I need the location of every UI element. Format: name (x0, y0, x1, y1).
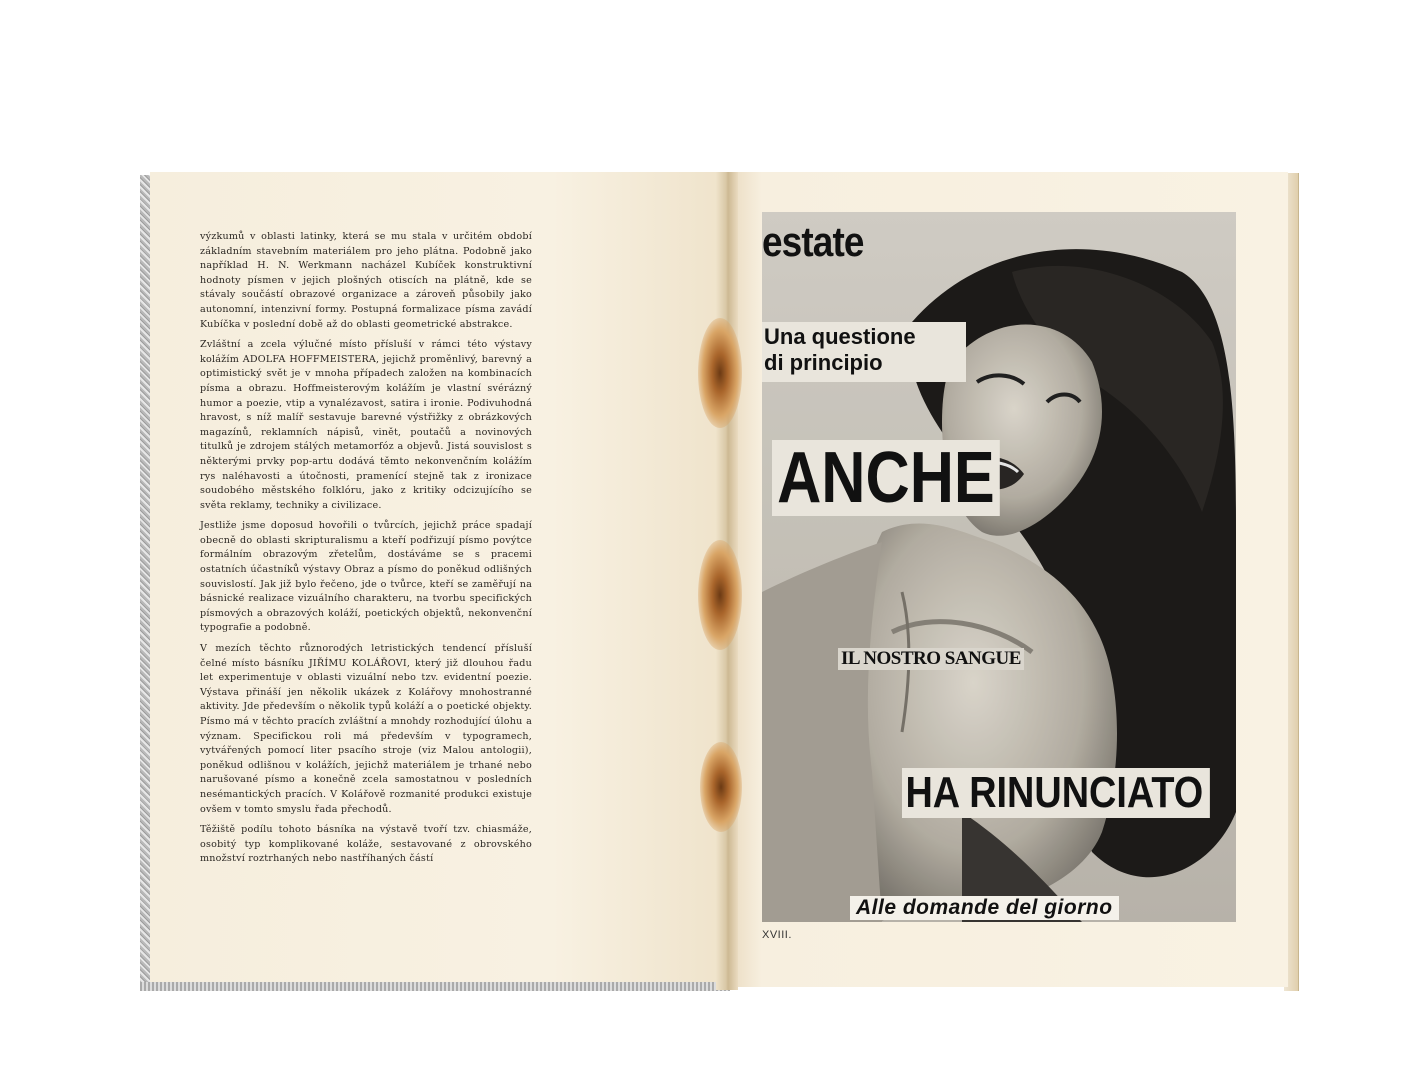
page-number: XVIII. (762, 929, 792, 941)
paragraph: V mezích těchto různorodých letristických tendencí přísluší čelné místo básníku JIŘÍMU KOLÁŘOVI, který již dlouhou řadu let experimentuje v oblasti vizuální nebo tzv. evidentní poezie. Výstava přináší jen několik ukázek z Kolářovy mnohostranné aktivity. Jde především o několik typů koláží a o poetické objekty. Písmo má v těchto pracích zvláštní a mnohdy rozhodující úlohu a význam. Specifickou roli má především v typogramech, vytvářených pomocí liter psacího stroje (viz Malou antologii), poněkud odlišnou v kolážích, jejichž materiálem je trhané nebo narušované písmo a konečně zcela samostatnou v posledních nesémantických pracích. V Kolářově rozmanité produkci existuje ovšem v tomto smyslu řada přechodů. (200, 643, 532, 815)
paragraph: Zvláštní a zcela výlučné místo přísluší v rámci této výstavy kolážím ADOLFA HOFFMEISTERA, jejichž proměnlivý, barevný a optimistický svět je v mnoha případech založen na kombinacích písma a obrazu. Hoffmeisterovým kolážím je vlastní svérázný humor a poezie, vtip a vynalézavost, satira i ironie. Podivuhodná hravost, s níž malíř sestavuje barevné výstřižky z obrázkových magazínů, reklamních nápisů, vinět, poutačů a novinových titulků je zdrojem stálých metamorfóz a objevů. Jistá souvislost s některými prvky pop-artu dodává těmto nekonvenčním kolážím rys naléhavosti a útočnosti, pramenící stejně tak z ironizace soudobého městského folklóru, jako z kritiky odcizujícího se světa reklamy, techniky a civilizace. (200, 339, 532, 511)
collage-phrase-domande: Alle domande del giorno (850, 896, 1119, 920)
staple-rust-stain-top (698, 318, 742, 428)
collage-word-estate: estate (762, 218, 864, 265)
collage-headline-questione (762, 322, 966, 382)
paragraph: výzkumů v oblasti latinky, která se mu stala v určitém období základním stavebním materiálem pro jeho plátna. Podobně jako například H. N. Werkmann nacházel Kubíček konstruktivní hodnoty písmen v jejich plošných otiscích na plátně, kde se stávaly součástí obrazové organizace a zároveň působily jako autonomní, intenzivní formy. Postupná formalizace písma zavádí Kubíčka v poslední době až do oblasti geometrické abstrakce. (200, 231, 532, 330)
collage-phrase-rinunciato: HA RINUNCIATO (902, 768, 1210, 818)
paragraph: Jestliže jsme doposud hovořili o tvůrcích, jejichž práce spadají obecně do oblasti skripturalismu a kteří podřizují písmo povýtce formálním obrazovým zřetelům, dostáváme se s pracemi ostatních účastníků výstavy Obraz a písmo do poněkud odlišných souvislostí. Jak již bylo řečeno, jde o tvůrce, kteří se zaměřují na básnické realizace vizuálního charakteru, na tvorbu specifických písmových a obrazových koláží, poetických objektů, nekonvenční typografie a podobně. (200, 520, 532, 634)
headline-line-2: di principio (764, 350, 883, 375)
staple-rust-stain-middle (698, 540, 742, 650)
photo-collage (762, 212, 1236, 922)
paragraph: Těžiště podílu tohoto básníka na výstavě tvoří tzv. chiasmáže, osobitý typ komplikované koláže, sestavované z obrovského množství roztrhaných nebo nastříhaných částí (200, 824, 532, 865)
headline-line-1: Una questione (764, 324, 916, 349)
collage-word-anche: ANCHE (772, 440, 1000, 516)
staple-rust-stain-bottom (700, 742, 742, 832)
book-cover-edge-bottom (140, 982, 730, 991)
collage-phrase-sangue: IL NOSTRO SANGUE (838, 648, 1024, 670)
left-page-text (200, 230, 532, 873)
